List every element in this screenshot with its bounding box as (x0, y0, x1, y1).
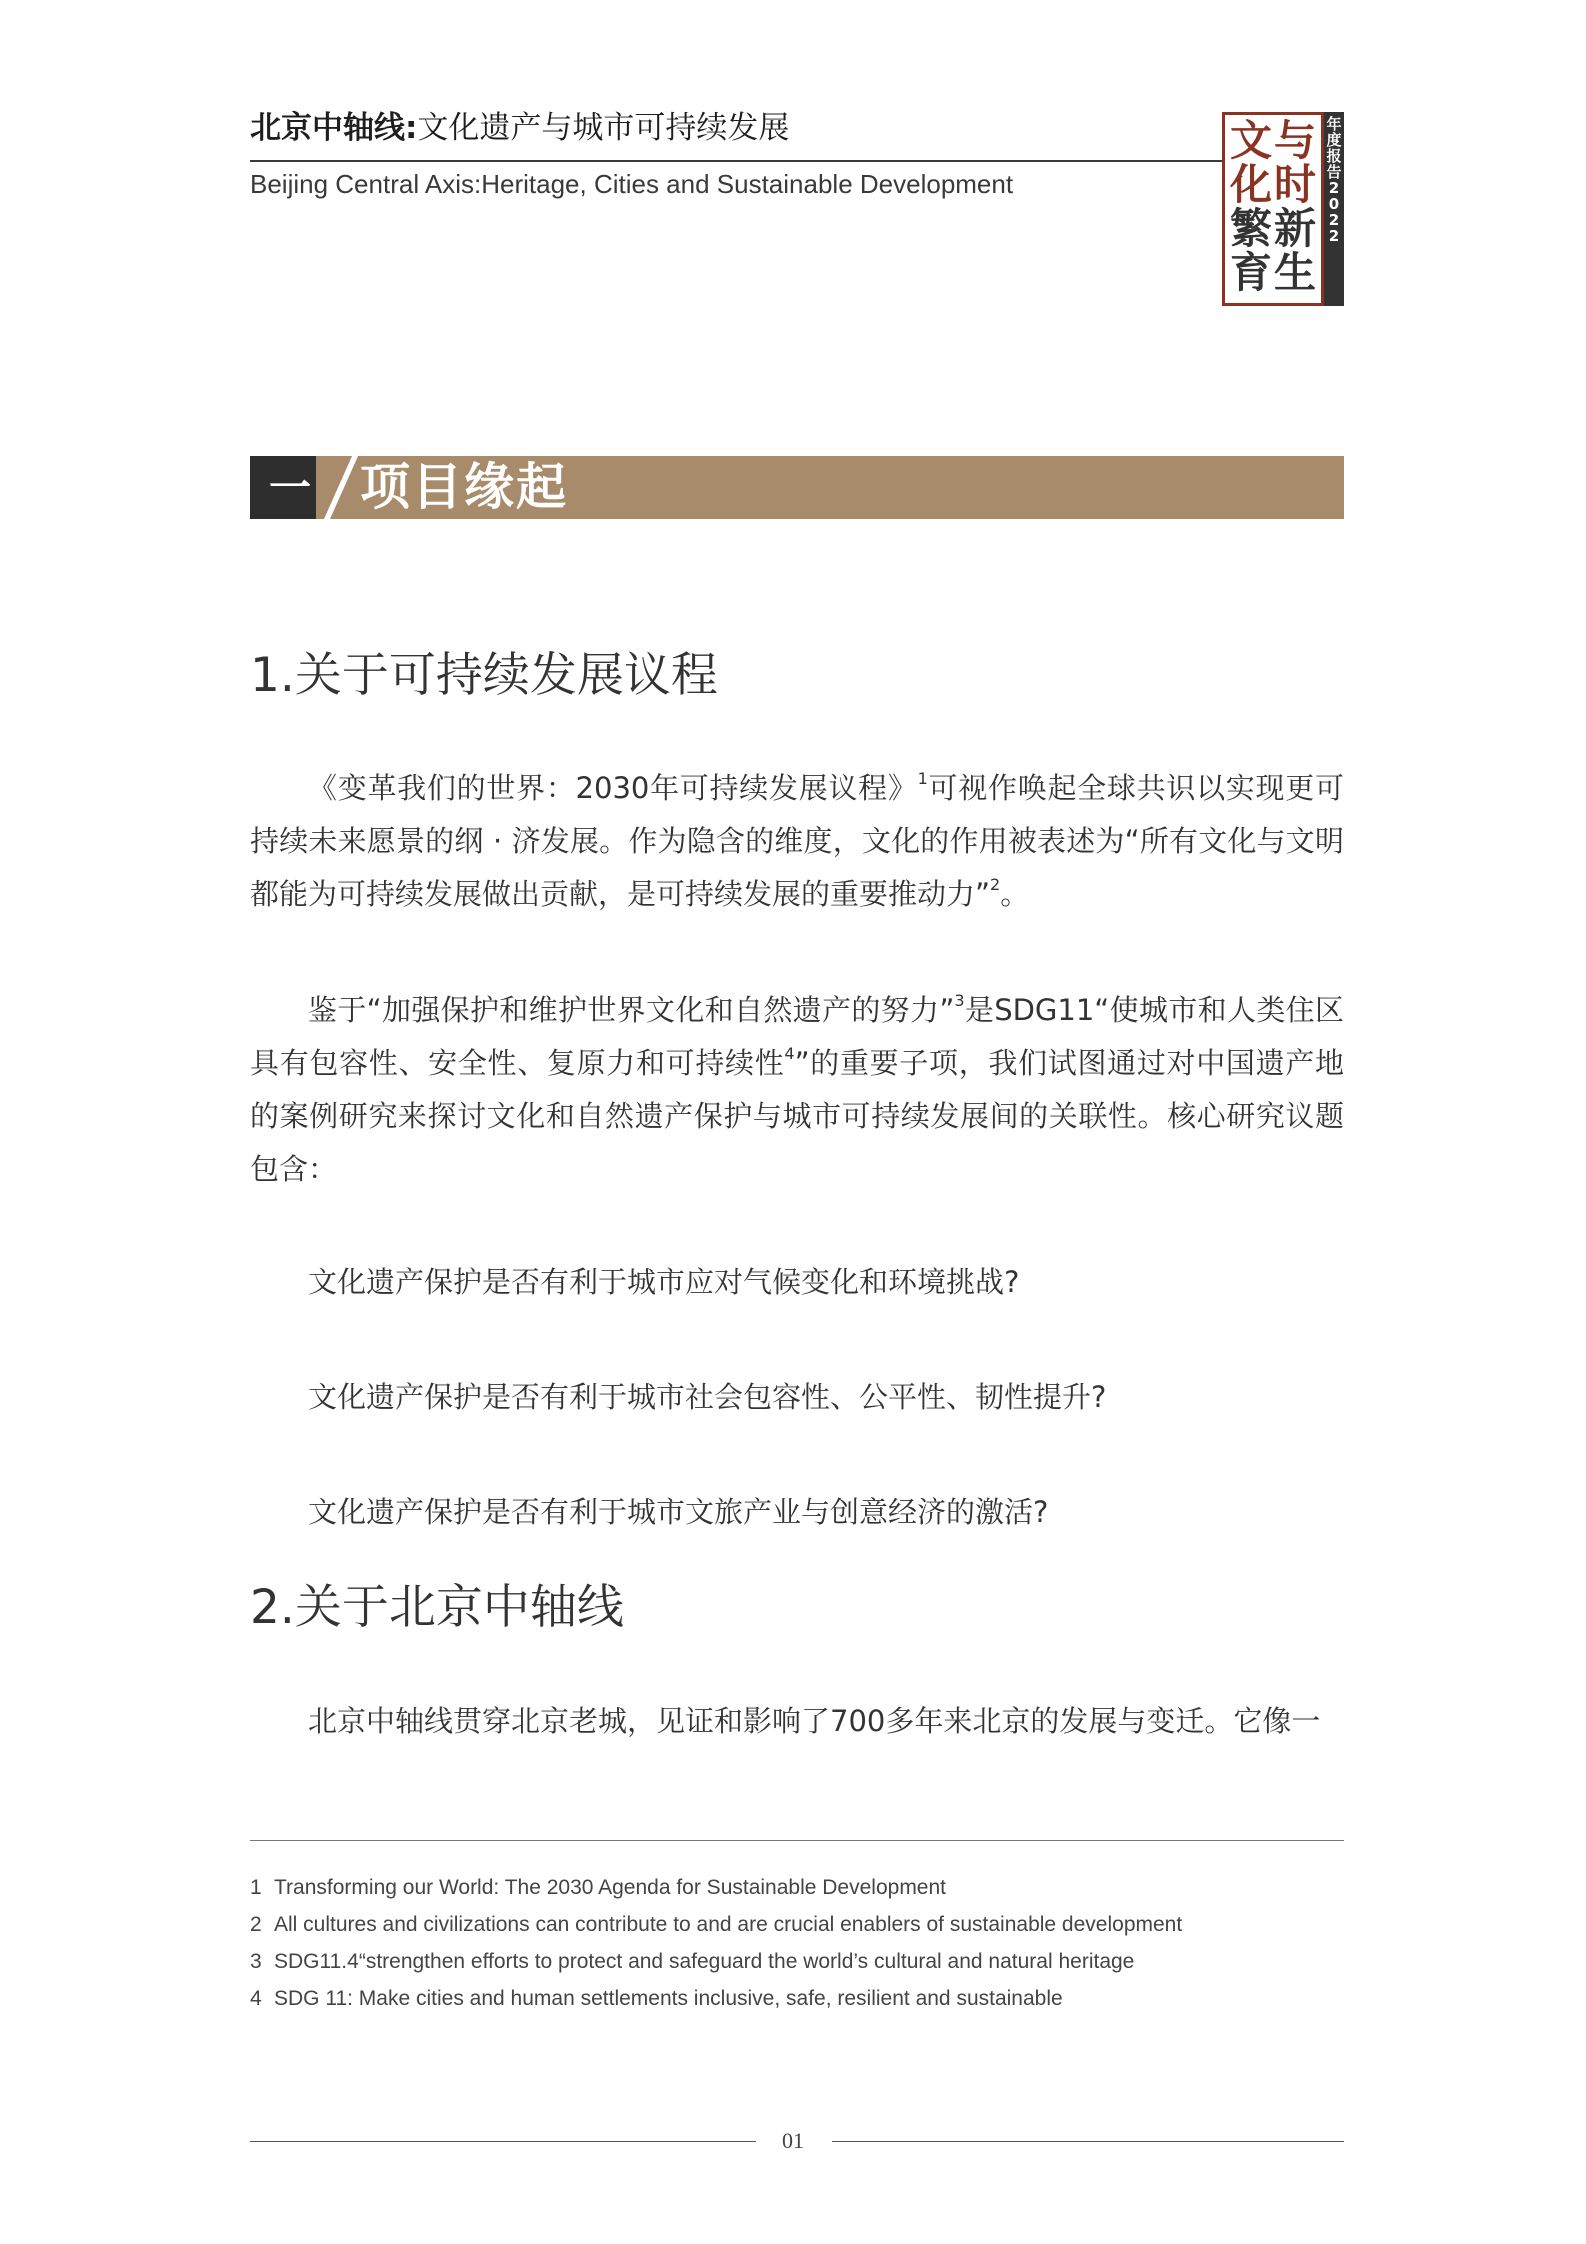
report-logo (1222, 112, 1344, 306)
paragraph-text: 是SDG11“使城市和人类住区具有包容性、安全性、复原力和可持续性 (250, 993, 1344, 1080)
logo-char: 繁 (1229, 204, 1272, 253)
section-number: 一 (268, 463, 311, 512)
paragraph-text: ”的重要子项，我们试图通过对中国遗产地的案例研究来探讨文化和自然遗产保护与城市可持续发展间的关联性。核心研究议题包含： (250, 1046, 1344, 1186)
footnote-text: Transforming our World: The 2030 Agenda for Sustainable Development (274, 1876, 946, 1899)
paragraph-central-axis: 北京中轴线贯穿北京老城，见证和影响了700多年来北京的发展与变迁。它像一 (308, 1704, 1321, 1738)
footer-rule-left (250, 2141, 756, 2142)
paragraph-text: 鉴于“加强保护和维护世界文化和自然遗产的努力” (308, 993, 955, 1027)
logo-char: 与 (1273, 116, 1316, 165)
footnote-ref: 3 (954, 991, 965, 1010)
logo-char: 文 (1229, 116, 1272, 165)
research-question: 文化遗产保护是否有利于城市社会包容性、公平性、韧性提升? (308, 1380, 1107, 1414)
subheading-central-axis: 2.关于北京中轴线 (250, 1580, 624, 1635)
research-question: 文化遗产保护是否有利于城市应对气候变化和环境挑战? (308, 1265, 1020, 1299)
logo-strip (1324, 112, 1344, 306)
header-title-rest: 文化遗产与城市可持续发展 (417, 110, 790, 146)
footnote-number: 4 (250, 1987, 262, 2010)
footnote-ref: 2 (990, 875, 1001, 894)
footnote-number: 1 (250, 1876, 262, 1899)
footnote (250, 1947, 1134, 1977)
header-title-bold: 北京中轴线: (250, 110, 418, 146)
logo-char: 化 (1229, 160, 1272, 209)
paragraph-text: 《变革我们的世界：2030年可持续发展议程》 (308, 771, 918, 805)
page-number: 01 (782, 2128, 804, 2153)
footnote (250, 1873, 946, 1903)
section-heading (250, 456, 1344, 519)
footer-rule-right (832, 2141, 1344, 2142)
footnote (250, 1910, 1182, 1940)
paragraph-agenda (250, 762, 1344, 921)
paragraph-text: 。 (1000, 877, 1030, 911)
section-title: 项目缘起 (360, 458, 568, 516)
footnote-text: All cultures and civilizations can contribute to and are crucial enablers of sustainable development (274, 1913, 1183, 1936)
footnote-number: 3 (250, 1950, 262, 1973)
running-header-title (250, 108, 789, 148)
logo-char: 生 (1273, 248, 1316, 297)
header-rule (250, 160, 1226, 162)
footnote (250, 1984, 1063, 2014)
logo-strip-text: 年度报告2022 (1326, 115, 1342, 245)
running-header-subtitle: Beijing Central Axis:Heritage, Cities and Sustainable Development (250, 169, 1014, 199)
logo-frame (1222, 112, 1324, 306)
research-question: 文化遗产保护是否有利于城市文旅产业与创意经济的激活? (308, 1495, 1049, 1529)
footnote-ref: 1 (917, 769, 928, 788)
footnote-text: SDG 11: Make cities and human settlements inclusive, safe, resilient and sustainable (274, 1987, 1063, 2010)
subheading-agenda: 1.关于可持续发展议程 (250, 648, 718, 703)
logo-char: 育 (1229, 248, 1272, 297)
paragraph-sdg11 (250, 984, 1344, 1196)
footnote-number: 2 (250, 1913, 262, 1936)
paragraph-text: 可视作唤起全球共识以实现更可持续未来愿景的纲 · 济发展。作为隐含的维度，文化的作用被表述为“所有文化与文明都能为可持续发展做出贡献，是可持续发展的重要推动力” (250, 771, 1344, 911)
logo-char: 时 (1273, 160, 1316, 209)
footnote-rule (250, 1840, 1344, 1841)
footnote-ref: 4 (784, 1044, 795, 1063)
logo-char: 新 (1273, 204, 1316, 253)
footnote-text: SDG11.4“strengthen efforts to protect and safeguard the world’s cultural and natural heritage (274, 1950, 1135, 1973)
section-slash-divider (324, 456, 358, 519)
